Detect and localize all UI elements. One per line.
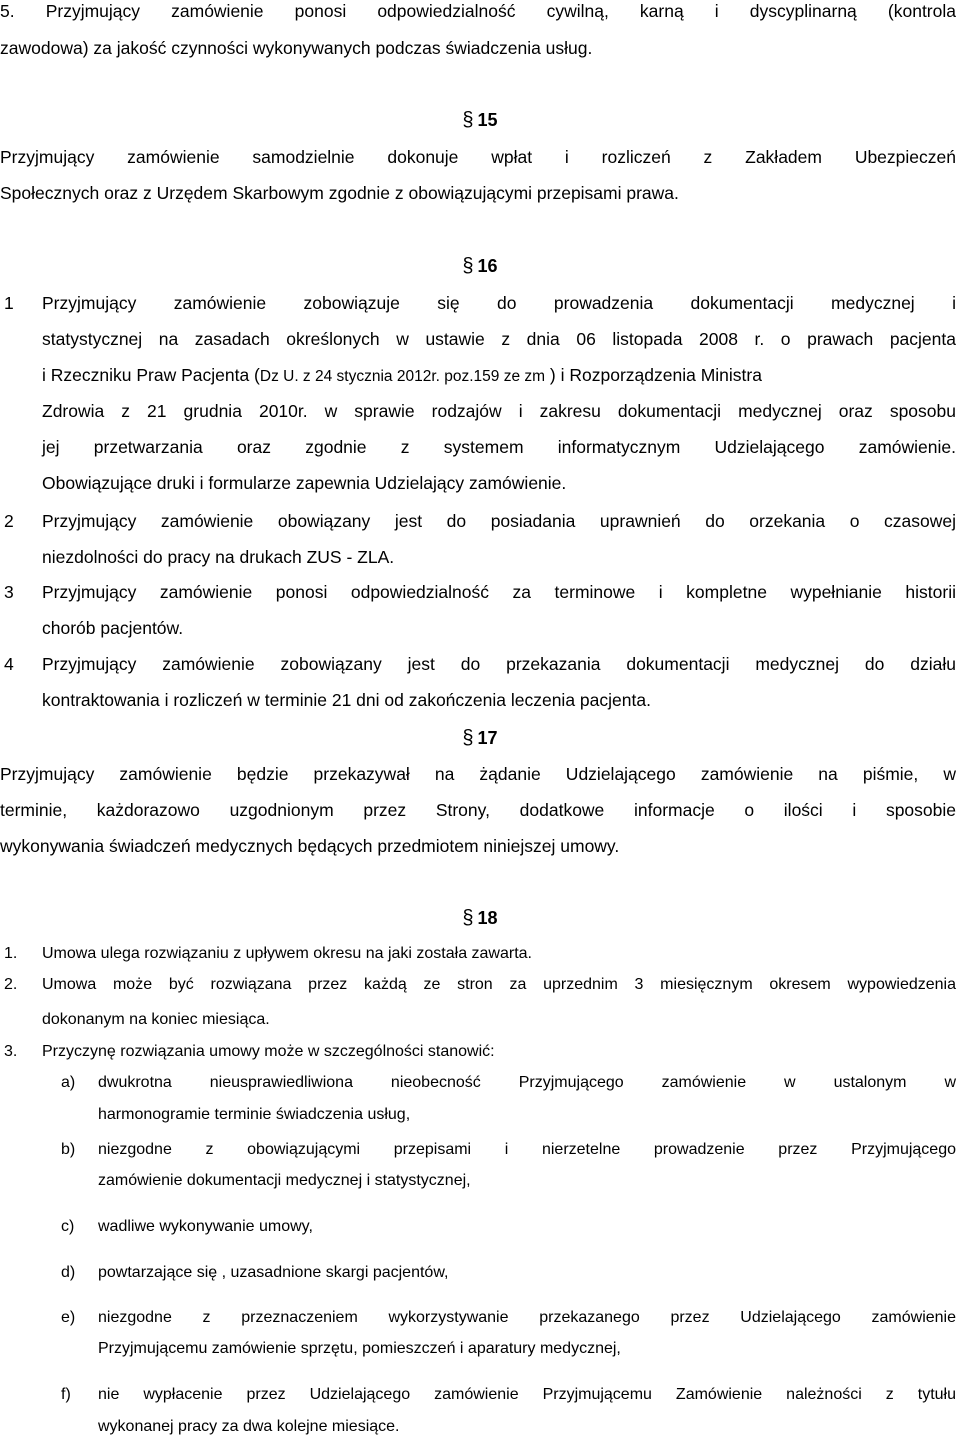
sec16-p2-line1: Przyjmujący zamówienie obowiązany jest do posiadania uprawnień do orzekania o czasowej (42, 511, 956, 531)
sub-item-c-label: c) (61, 1218, 75, 1235)
sub-item-e-label: e) (61, 1309, 76, 1326)
sub-item-f-line1: nie wypłacenie przez Udzielającego zamówienie Przyjmującemu Zamówienie należności z tytułu (98, 1386, 956, 1403)
sec17-line1: Przyjmujący zamówienie będzie przekazywał na żądanie Udzielającego zamówienie na piśmie, w (0, 764, 956, 784)
para5-line1: 5. Przyjmujący zamówienie ponosi odpowiedzialność cywilną, karną i dyscyplinarną (kontrola (0, 1, 956, 21)
section-17-heading (0, 726, 960, 750)
section-number: 15 (477, 110, 498, 130)
sec18-item1-line1: Umowa ulega rozwiązaniu z upływem okresu na jaki została zawarta. (42, 945, 532, 962)
sec16-p3-number: 3 (4, 582, 14, 602)
sub-item-b-label: b) (61, 1141, 76, 1158)
sub-item-f-line2: wykonanej pracy za dwa kolejne miesiące. (98, 1418, 400, 1435)
sub-item-a-line1: dwukrotna nieusprawiedliwiona nieobecność Przyjmującego zamówienie w ustalonym w (98, 1074, 956, 1091)
section-sign: § (462, 255, 474, 277)
sub-item-d-label: d) (61, 1264, 76, 1281)
sec16-p1-line2: statystycznej na zasadach określonych w ustawie z dnia 06 listopada 2008 r. o prawach pacjenta (42, 329, 956, 349)
sec18-item2-line2: dokonanym na koniec miesiąca. (42, 1011, 270, 1028)
section-15-heading (0, 108, 960, 132)
sec18-item2-number: 2. (4, 976, 18, 993)
sub-item-a-line2: harmonogramie terminie świadczenia usług, (98, 1106, 411, 1123)
sec18-item3-line1: Przyczynę rozwiązania umowy może w szczególności stanowić: (42, 1043, 495, 1060)
legal-citation: Dz U. z 24 stycznia 2012r. poz.159 ze zm (259, 368, 546, 385)
sec16-p1-line3-start: i Rzeczniku Praw Pacjenta ( (42, 365, 260, 385)
sub-item-d-line1: powtarzające się , uzasadnione skargi pacjentów, (98, 1264, 449, 1281)
para5-line2: zawodowa) za jakość czynności wykonywanych podczas świadczenia usług. (0, 38, 593, 58)
sec16-p1-number: 1 (4, 293, 14, 313)
sec16-p3-line1: Przyjmujący zamówienie ponosi odpowiedzialność za terminowe i kompletne wypełnianie historii (42, 582, 956, 602)
sec16-p1-line4: Zdrowia z 21 grudnia 2010r. w sprawie rodzajów i zakresu dokumentacji medycznej oraz sposobu (42, 401, 956, 421)
sec16-p2-number: 2 (4, 511, 14, 531)
sec17-line3: wykonywania świadczeń medycznych będących przedmiotem niniejszej umowy. (0, 836, 620, 856)
sec16-p1-line1: Przyjmujący zamówienie zobowiązuje się do prowadzenia dokumentacji medycznej i (42, 293, 956, 313)
sec18-item1-number: 1. (4, 945, 18, 962)
sec16-p3-line2: chorób pacjentów. (42, 618, 184, 638)
section-sign: § (462, 907, 474, 929)
sec15-line1: Przyjmujący zamówienie samodzielnie dokonuje wpłat i rozliczeń z Zakładem Ubezpieczeń (0, 147, 956, 167)
sub-item-a-label: a) (61, 1074, 76, 1091)
sec16-p1-line3 (42, 364, 956, 388)
section-number: 18 (477, 908, 498, 928)
sec16-p1-line5: jej przetwarzania oraz zgodnie z systemem informatycznym Udzielającego zamówienie. (42, 437, 956, 457)
section-sign: § (462, 727, 474, 749)
sec17-line2: terminie, każdorazowo uzgodnionym przez Strony, dodatkowe informacje o ilości i sposobie (0, 800, 956, 820)
section-number: 16 (477, 256, 498, 276)
sec16-p4-number: 4 (4, 654, 14, 674)
section-16-heading (0, 254, 960, 278)
sub-item-f-label: f) (61, 1386, 71, 1403)
sub-item-c-line1: wadliwe wykonywanie umowy, (98, 1218, 313, 1235)
sec16-p2-line2: niezdolności do pracy na drukach ZUS - ZLA. (42, 547, 395, 567)
section-sign: § (462, 109, 474, 131)
sec16-p1-line6: Obowiązujące druki i formularze zapewnia Udzielający zamówienie. (42, 473, 567, 493)
sec15-line2: Społecznych oraz z Urzędem Skarbowym zgodnie z obowiązującymi przepisami prawa. (0, 183, 679, 203)
section-number: 17 (477, 728, 498, 748)
sec18-item2-line1: Umowa może być rozwiązana przez każdą ze stron za uprzednim 3 miesięcznym okresem wypowiedzenia (42, 976, 956, 993)
sub-item-b-line1: niezgodne z obowiązującymi przepisami i nierzetelne prowadzenie przez Przyjmującego (98, 1141, 956, 1158)
sec16-p1-line3-end: ) i Rozporządzenia Ministra (549, 365, 762, 385)
sub-item-e-line1: niezgodne z przeznaczeniem wykorzystywanie przekazanego przez Udzielającego zamówienie (98, 1309, 956, 1326)
section-18-heading (0, 906, 960, 930)
sec18-item3-number: 3. (4, 1043, 18, 1060)
sec16-p4-line2: kontraktowania i rozliczeń w terminie 21 dni od zakończenia leczenia pacjenta. (42, 690, 651, 710)
sec16-p4-line1: Przyjmujący zamówienie zobowiązany jest do przekazania dokumentacji medycznej do działu (42, 654, 956, 674)
sub-item-e-line2: Przyjmującemu zamówienie sprzętu, pomieszczeń i aparatury medycznej, (98, 1340, 621, 1357)
sub-item-b-line2: zamówienie dokumentacji medycznej i statystycznej, (98, 1172, 471, 1189)
